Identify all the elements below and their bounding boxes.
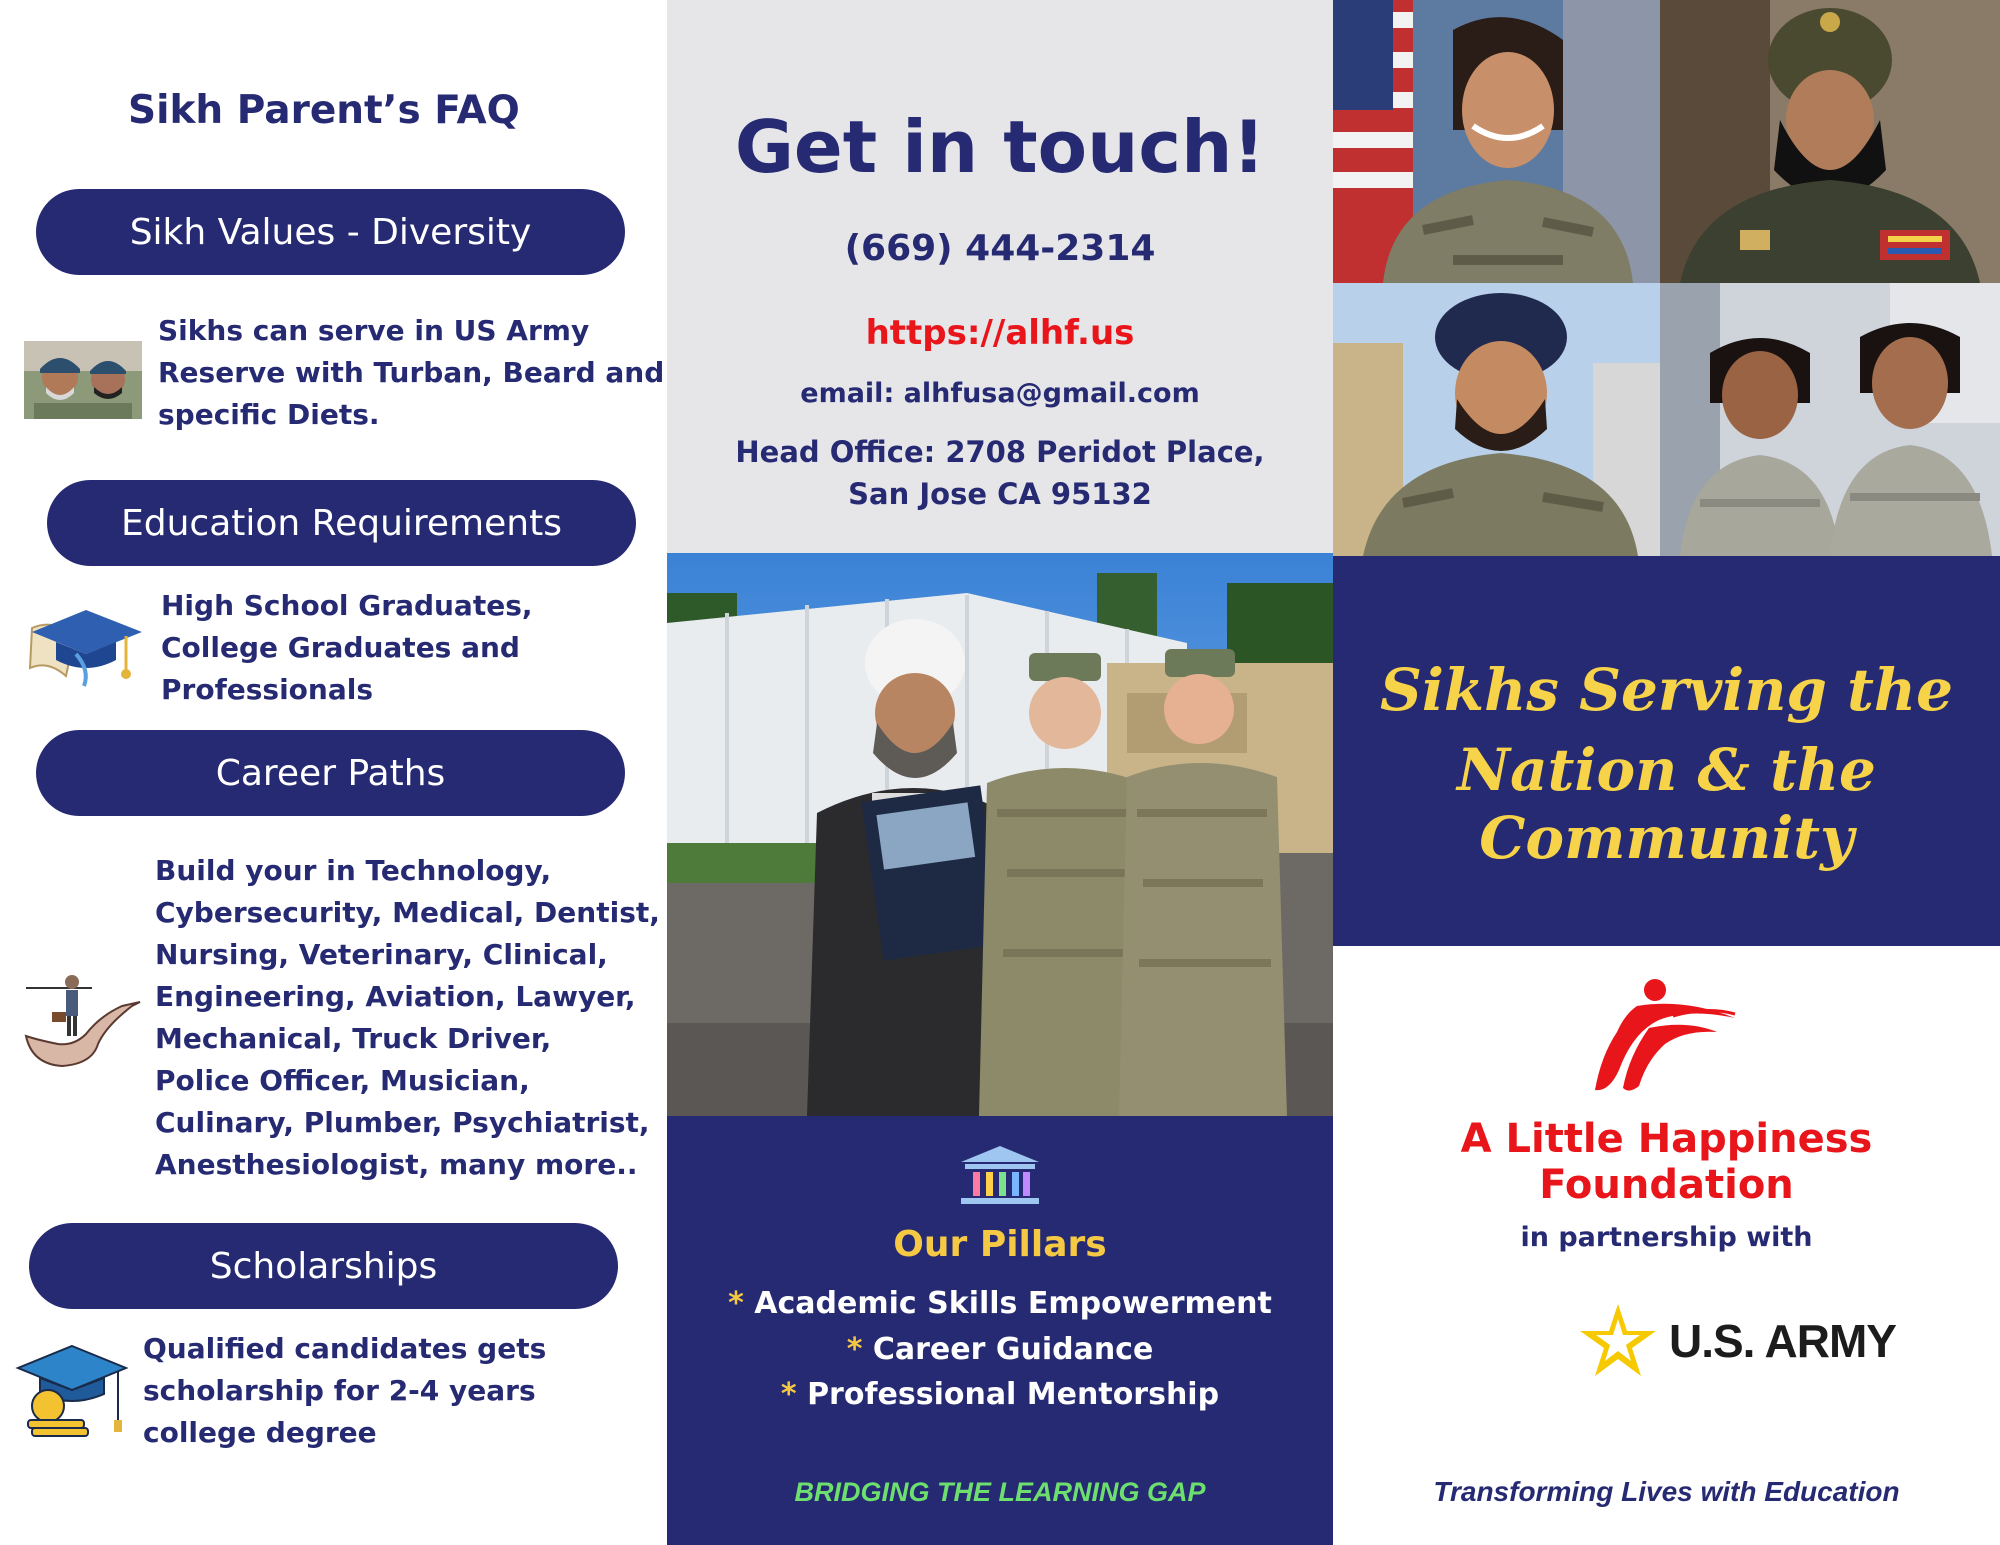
pillar-item: * Professional Mentorship: [780, 1377, 1220, 1412]
serving-line-1: Sikhs Serving the: [1380, 656, 1953, 724]
foundation-card: [1333, 946, 2000, 1545]
running-figure-logo: [1589, 976, 1737, 1094]
email-address[interactable]: email: alhfusa@gmail.com: [800, 378, 1200, 409]
career-path-icon: [22, 966, 144, 1074]
contact-headline: Get in touch!: [734, 105, 1266, 189]
website-link[interactable]: https://alhf.us: [865, 313, 1135, 353]
heading-scholarships: Scholarships: [29, 1223, 618, 1309]
heading-sikh-values: Sikh Values - Diversity: [36, 189, 625, 275]
sikh-values-text: Sikhs can serve in US Army Reserve with Turban, Beard and specific Diets.: [158, 314, 665, 431]
portrait-airwoman: [1333, 0, 1660, 283]
scholarships-text: Qualified candidates gets scholarship for 2-4 years college degree: [143, 1332, 547, 1449]
heading-career-paths: Career Paths: [36, 730, 625, 816]
scholarship-cap-coin-icon: [14, 1340, 128, 1440]
serving-line-2: Nation & the Community: [1457, 736, 1876, 872]
contact-card: [667, 0, 1333, 553]
foundation-panel: [1333, 0, 2000, 1545]
recruiting-event-photo: [667, 553, 1333, 1116]
us-army-logo: U.S. ARMY: [1579, 1301, 1896, 1381]
pillars-tagline: BRIDGING THE LEARNING GAP: [794, 1477, 1206, 1507]
foundation-name: A Little Happiness Foundation: [1460, 1116, 1873, 1208]
head-office-address: Head Office: 2708 Peridot Place, San Jose CA 95132: [735, 435, 1265, 511]
army-star-icon: [1579, 1302, 1657, 1380]
portrait-two-soldiers: [1660, 283, 2000, 556]
partnership-text: in partnership with: [1520, 1222, 1813, 1253]
sikhs-serving-banner: [1333, 556, 2000, 946]
contact-panel: [667, 0, 1333, 1545]
institution-pillars-icon: [957, 1144, 1043, 1206]
education-text: High School Graduates, College Graduates and Professionals: [161, 589, 533, 706]
sikh-soldiers-photo-icon: [24, 341, 142, 419]
portrait-army-officer: [1660, 0, 2000, 283]
foundation-motto: Transforming Lives with Education: [1433, 1476, 1900, 1507]
portrait-airman-turban: [1333, 283, 1660, 556]
pillar-item: * Career Guidance: [846, 1332, 1154, 1367]
graduation-cap-icon: [26, 598, 144, 690]
phone-number[interactable]: (669) 444-2314: [844, 228, 1156, 269]
soldier-portrait-grid: [1333, 0, 2000, 556]
our-pillars-panel: [667, 1116, 1333, 1545]
faq-title: Sikh Parent’s FAQ: [128, 88, 520, 133]
pillar-item: * Academic Skills Empowerment: [728, 1286, 1272, 1321]
heading-education-requirements: Education Requirements: [47, 480, 636, 566]
pillars-title: Our Pillars: [893, 1224, 1107, 1265]
faq-panel: [0, 0, 667, 1545]
career-paths-text: Build your in Technology, Cybersecurity, Medical, Dentist, Nursing, Veterinary, Clinical, Engineering, Aviation, Lawyer, Mechanical, Truck Driver, Police Officer, Musician, Culinary, Plumber, Psychiatrist, Anesthesiologist, many more..: [155, 854, 660, 1181]
